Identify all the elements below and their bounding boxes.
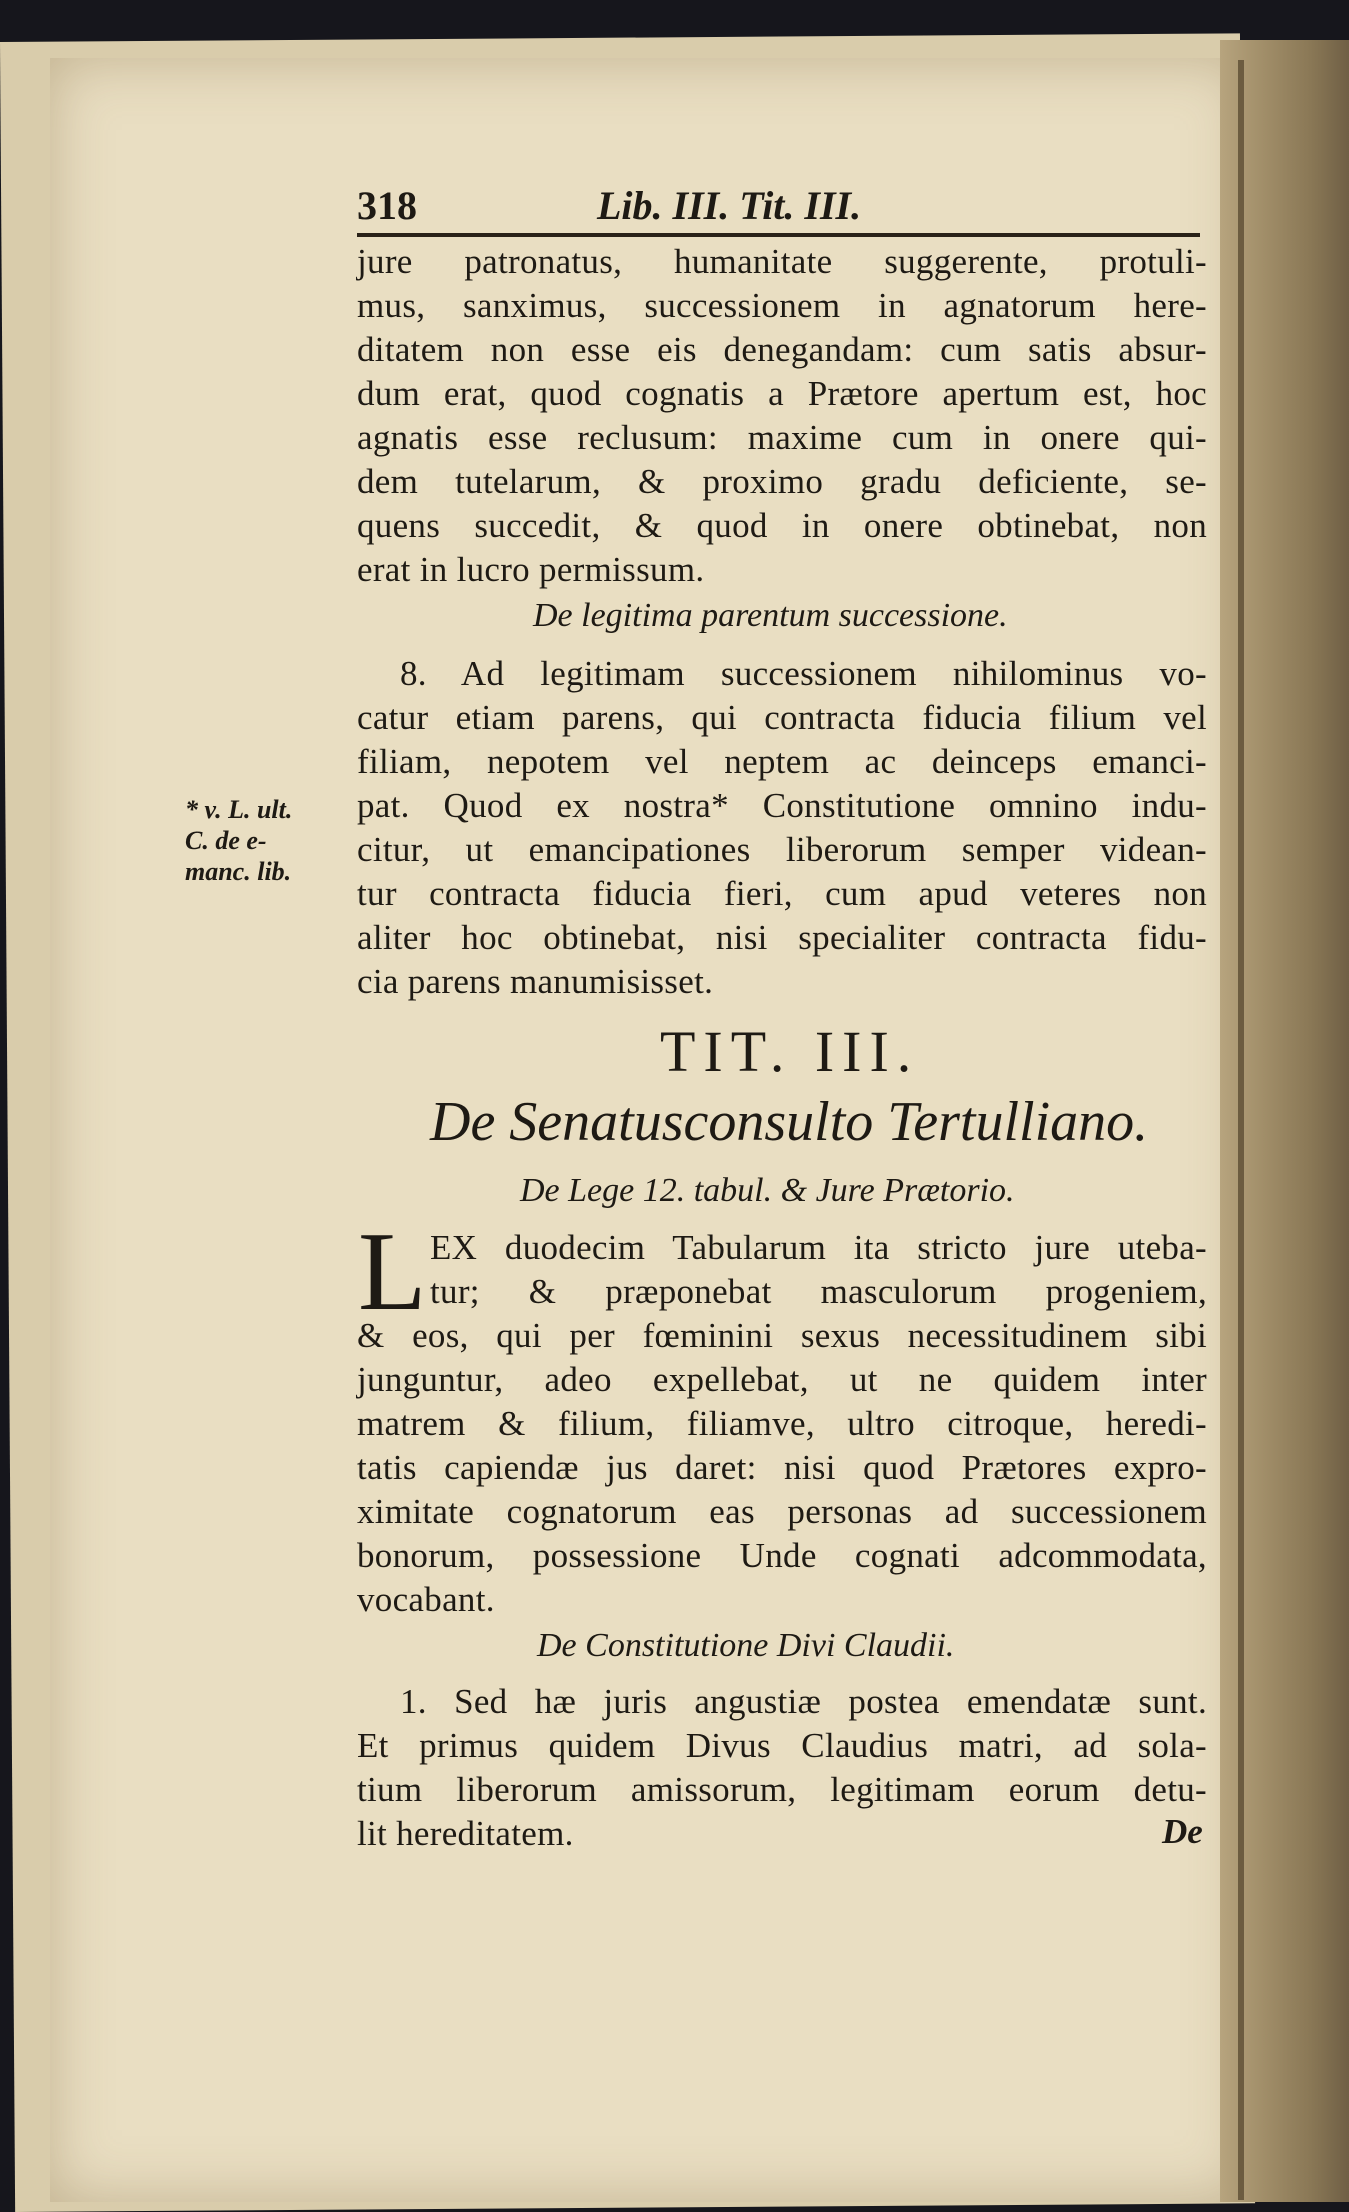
running-header	[357, 182, 1197, 232]
section-subheading: De legitima parentum successione.	[533, 597, 1008, 634]
text-line: cia parens manumisisset.	[357, 962, 714, 1001]
text-line: lit hereditatem.	[357, 1814, 574, 1853]
spine-fold	[1238, 60, 1244, 2200]
section-subheading: De Constitutione Divi Claudii.	[537, 1627, 955, 1664]
text-line: erat in lucro permissum.	[357, 550, 705, 589]
text-line: junguntur, adeo expellebat, ut ne quidem inter	[357, 1360, 1207, 1399]
text-line: pat. Quod ex nostra* Constitutione omnino indu-	[357, 786, 1207, 825]
text-line: ximitate cognatorum eas personas ad successionem	[357, 1492, 1207, 1531]
text-line: agnatis esse reclusum: maxime cum in onere qui-	[357, 418, 1207, 457]
text-line: ditatem non esse eis denegandam: cum satis absur-	[357, 330, 1207, 369]
text-line: tatis capiendæ jus daret: nisi quod Prætores expro-	[357, 1448, 1207, 1487]
text-line: vocabant.	[357, 1580, 495, 1619]
catchword: De	[1162, 1812, 1203, 1851]
text-line: dum erat, quod cognatis a Prætore apertum est, hoc	[357, 374, 1207, 413]
section-subheading: De Lege 12. tabul. & Jure Prætorio.	[520, 1172, 1015, 1209]
text-line: tur; & præponebat masculorum progeniem,	[430, 1272, 1207, 1311]
header-rule	[357, 233, 1200, 237]
title-heading: TIT. III.	[660, 1019, 920, 1084]
running-title: Lib. III. Tit. III.	[597, 183, 862, 228]
drop-cap: L	[358, 1210, 427, 1334]
text-line: filiam, nepotem vel neptem ac deinceps emanci-	[357, 742, 1207, 781]
text-line: 8. Ad legitimam successionem nihilominus vo-	[400, 654, 1207, 693]
text-line: 1. Sed hæ juris angustiæ postea emendatæ sunt.	[400, 1682, 1207, 1721]
text-line: quens succedit, & quod in onere obtinebat, non	[357, 506, 1207, 545]
text-line: & eos, qui per fœminini sexus necessitudinem sibi	[357, 1316, 1207, 1355]
text-line: EX duodecim Tabularum ita stricto jure uteba-	[430, 1228, 1207, 1267]
text-line: citur, ut emancipationes liberorum semper videan-	[357, 830, 1207, 869]
text-line: matrem & filium, filiamve, ultro citroque, heredi-	[357, 1404, 1207, 1443]
text-line: aliter hoc obtinebat, nisi specialiter contracta fidu-	[357, 918, 1207, 957]
margin-note: manc. lib.	[185, 857, 292, 886]
margin-note: C. de e-	[185, 826, 267, 855]
text-line: tur contracta fiducia fieri, cum apud veteres non	[357, 874, 1207, 913]
title-name: De Senatusconsulto Tertulliano.	[430, 1091, 1149, 1153]
text-line: catur etiam parens, qui contracta fiducia filium vel	[357, 698, 1207, 737]
text-line: jure patronatus, humanitate suggerente, protuli-	[357, 242, 1207, 281]
page-number: 318	[357, 183, 417, 228]
text-line: mus, sanximus, successionem in agnatorum here-	[357, 286, 1207, 325]
text-line: Et primus quidem Divus Claudius matri, ad sola-	[357, 1726, 1207, 1765]
margin-note: * v. L. ult.	[185, 795, 293, 824]
text-line: dem tutelarum, & proximo gradu deficiente, se-	[357, 462, 1207, 501]
text-line: tium liberorum amissorum, legitimam eorum detu-	[357, 1770, 1207, 1809]
text-line: bonorum, possessione Unde cognati adcommodata,	[357, 1536, 1207, 1575]
